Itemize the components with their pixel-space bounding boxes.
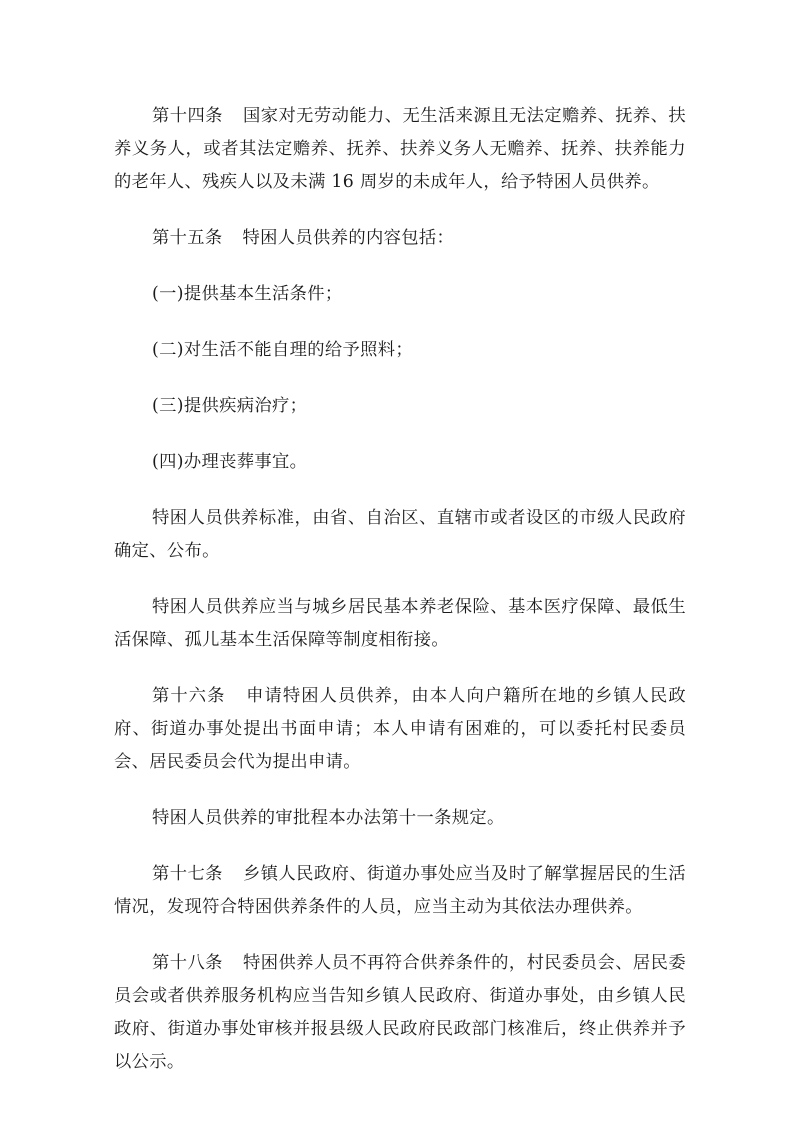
article-18-paragraph	[114, 947, 686, 1079]
list-item-2: (二)对生活不能自理的给予照料；	[152, 340, 414, 360]
list-item-1: (一)提供基本生活条件；	[152, 284, 343, 304]
list-item-3: (三)提供疾病治疗；	[152, 396, 308, 416]
list-item-4: (四)办理丧葬事宜。	[152, 452, 308, 472]
article-17-paragraph	[114, 858, 686, 924]
article-text: 申请特困人员供养，由本人向户籍所在地的乡镇人民政府、街道办事处提出书面申请；本人申请有困难的，可以委托村民委员会、居民委员会代为提出申请。	[114, 686, 686, 772]
article-text: 国家对无劳动能力、无生活来源且无法定赡养、抚养、扶养义务人，或者其法定赡养、抚养、扶养义务人无赡养、抚养、扶养能力的老年人、残疾人以及未满 16 周岁的未成年人，给予特困人员供养。	[114, 106, 686, 192]
article-16-paragraph	[114, 680, 686, 779]
article-14-paragraph	[114, 100, 686, 199]
article-number: 第十七条	[152, 864, 223, 884]
linkage-paragraph: 特困人员供养应当与城乡居民基本养老保险、基本医疗保障、最低生活保障、孤儿基本生活保障等制度相衔接。	[114, 597, 686, 650]
article-text: 特困供养人员不再符合供养条件的，村民委员会、居民委员会或者供养服务机构应当告知乡镇人民政府、街道办事处，由乡镇人民政府、街道办事处审核并报县级人民政府民政部门核准后，终止供养并予以公示。	[114, 953, 686, 1072]
document-body	[114, 100, 686, 1102]
article-number: 第十四条	[152, 106, 223, 126]
article-number: 第十六条	[152, 686, 226, 706]
article-text: 乡镇人民政府、街道办事处应当及时了解掌握居民的生活情况，发现符合特困供养条件的人员，应当主动为其依法办理供养。	[114, 864, 686, 917]
article-15-paragraph	[114, 222, 686, 255]
procedure-paragraph: 特困人员供养的审批程本办法第十一条规定。	[152, 808, 505, 828]
standard-paragraph: 特困人员供养标准，由省、自治区、直辖市或者设区的市级人民政府确定、公布。	[114, 508, 686, 561]
article-number: 第十八条	[152, 953, 223, 973]
article-number: 第十五条	[152, 228, 223, 248]
article-text: 特困人员供养的内容包括：	[242, 228, 455, 248]
